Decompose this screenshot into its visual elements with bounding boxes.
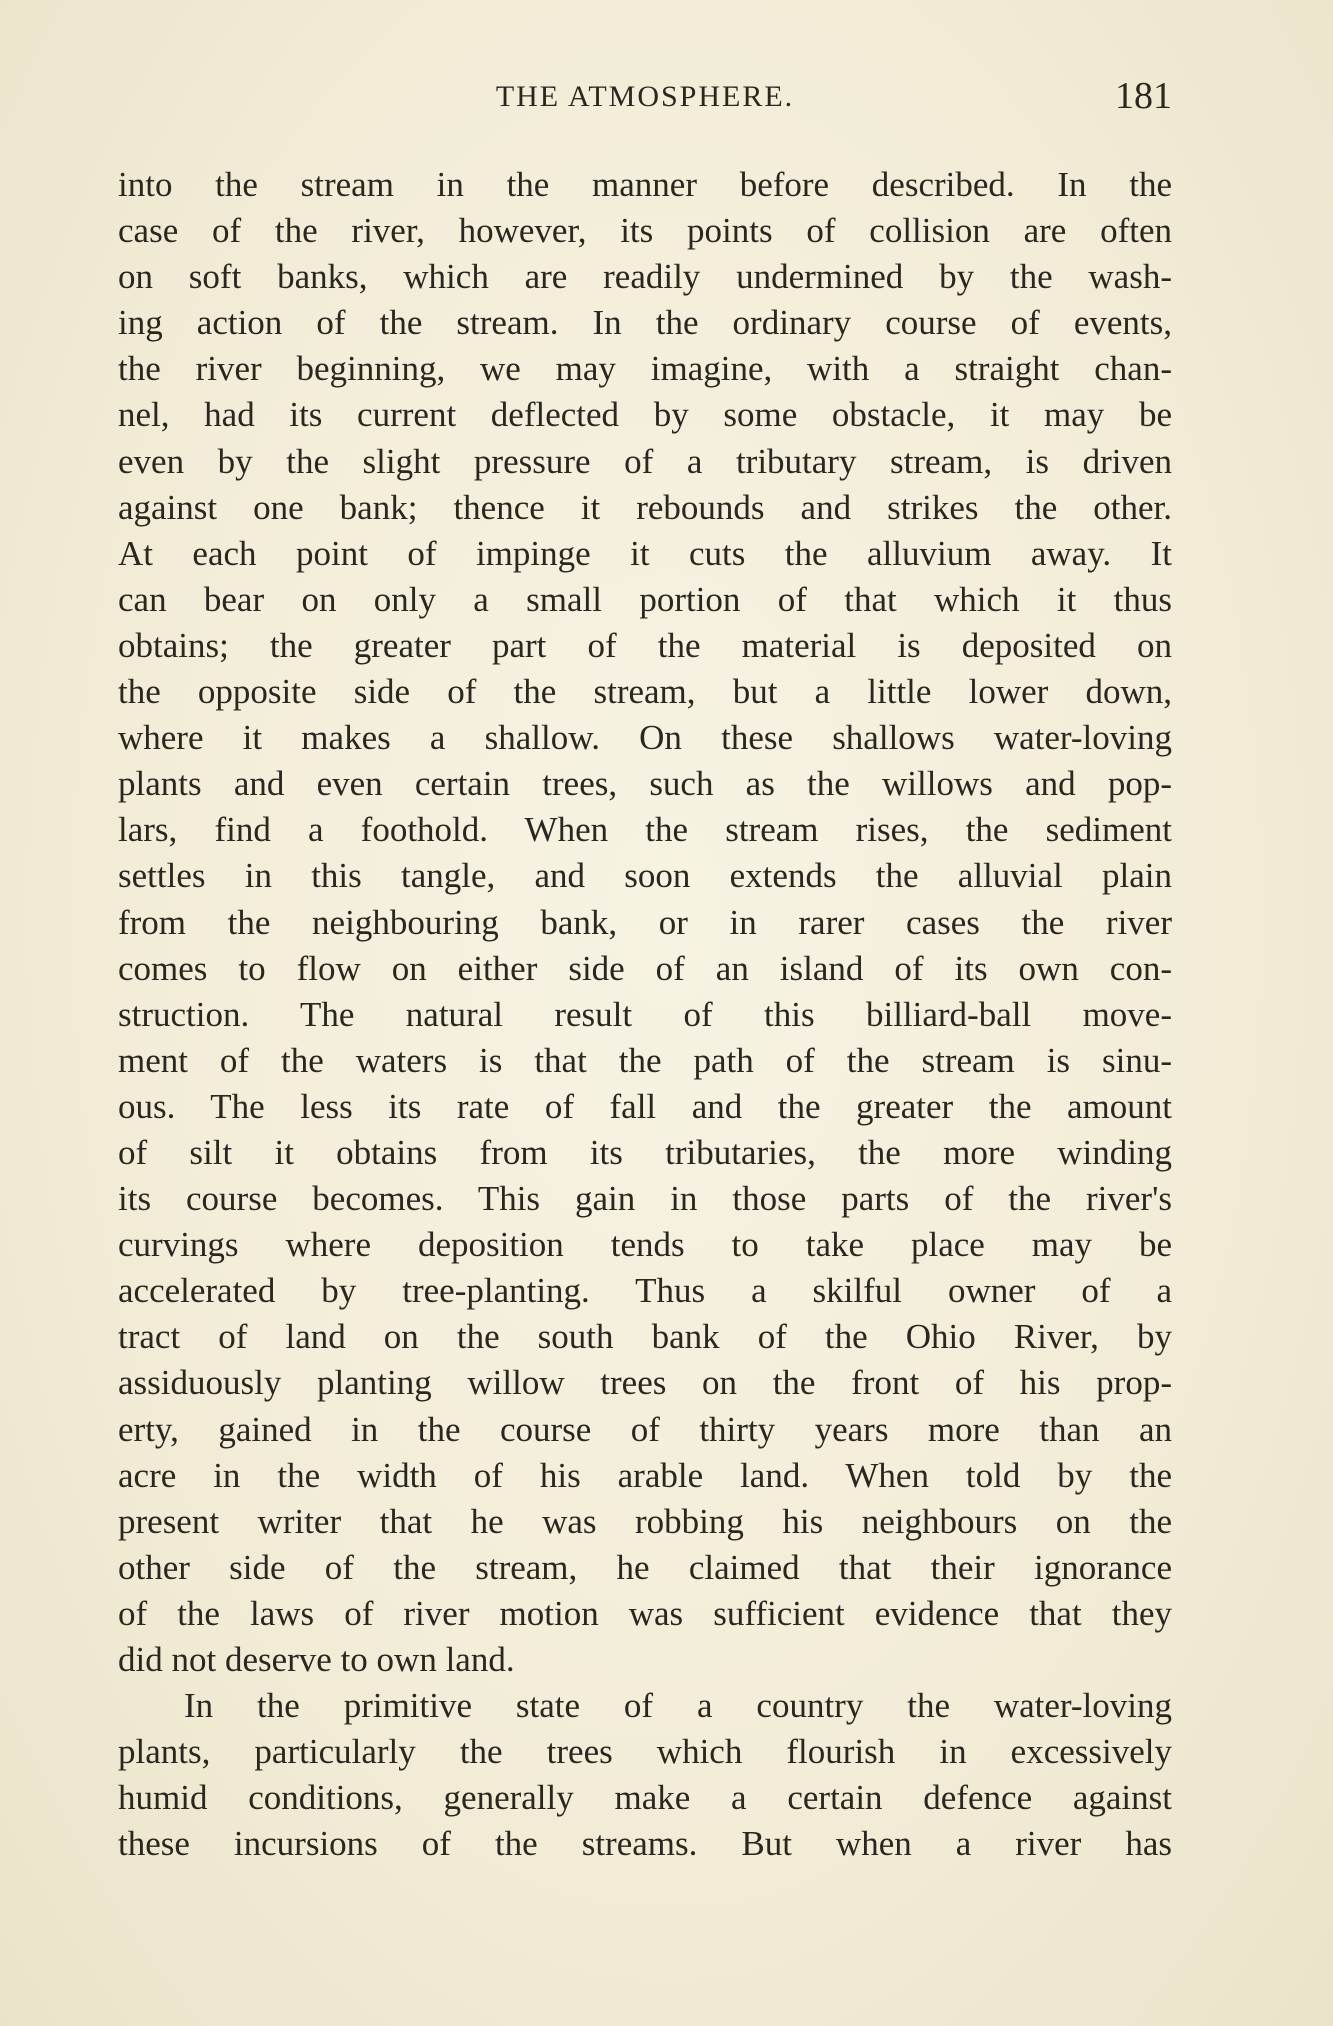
text-line: from the neighbouring bank, or in rarer cases the river [118,902,1172,942]
text-line: other side of the stream, he claimed that their ignorance [118,1547,1172,1587]
text-line: nel, had its current deflected by some obstacle, it may be [118,395,1172,435]
text-line: the river beginning, we may imagine, with a straight chan- [118,349,1172,389]
text-line: the opposite side of the stream, but a little lower down, [118,672,1172,712]
text-line: acre in the width of his arable land. When told by the [118,1455,1172,1495]
text-line: present writer that he was robbing his neighbours on the [118,1501,1172,1541]
text-line: In the primitive state of a country the water-loving [184,1686,1172,1726]
text-line: At each point of impinge it cuts the alluvium away. It [118,533,1172,573]
text-line: comes to flow on either side of an island of its own con- [118,948,1172,988]
text-line: these incursions of the streams. But when a river has [118,1824,1172,1864]
text-line: accelerated by tree-planting. Thus a skilful owner of a [118,1271,1172,1311]
text-line: settles in this tangle, and soon extends the alluvial plain [118,856,1172,896]
text-line: can bear on only a small portion of that which it thus [118,579,1172,619]
body-text [118,162,1172,1867]
text-line: ous. The less its rate of fall and the greater the amount [118,1086,1172,1126]
text-line: where it makes a shallow. On these shallows water-loving [118,718,1172,758]
text-line: plants and even certain trees, such as the willows and pop- [118,764,1172,804]
text-line: of silt it obtains from its tributaries, the more winding [118,1132,1172,1172]
text-line: curvings where deposition tends to take place may be [118,1225,1172,1265]
text-line: struction. The natural result of this billiard-ball move- [118,994,1172,1034]
text-line: even by the slight pressure of a tributary stream, is driven [118,441,1172,481]
text-line: humid conditions, generally make a certain defence against [118,1778,1172,1818]
text-line: assiduously planting willow trees on the front of his prop- [118,1363,1172,1403]
paragraph [118,1683,1172,1867]
text-line: plants, particularly the trees which flourish in excessively [118,1732,1172,1772]
chapter-title: THE ATMOSPHERE. [495,80,795,113]
text-line: into the stream in the manner before described. In the [118,165,1172,204]
text-line: obtains; the greater part of the material is deposited on [118,625,1172,665]
text-line: ment of the waters is that the path of the stream is sinu- [118,1040,1172,1080]
text-line: erty, gained in the course of thirty years more than an [118,1409,1172,1449]
text-line: against one bank; thence it rebounds and strikes the other. [118,487,1172,527]
text-line: on soft banks, which are readily undermined by the wash- [118,257,1172,297]
text-line: ing action of the stream. In the ordinary course of events, [118,303,1172,343]
text-line: its course becomes. This gain in those parts of the river's [118,1179,1172,1219]
text-line: tract of land on the south bank of the Ohio River, by [118,1317,1172,1357]
text-line: did not deserve to own land. [118,1640,515,1679]
page-number: 181 [1115,75,1172,117]
text-line: case of the river, however, its points of collision are often [118,211,1172,251]
paragraph [118,162,1172,1683]
running-head [118,74,1172,124]
text-line: of the laws of river motion was sufficient evidence that they [118,1593,1172,1633]
text-line: lars, find a foothold. When the stream rises, the sediment [118,810,1172,850]
